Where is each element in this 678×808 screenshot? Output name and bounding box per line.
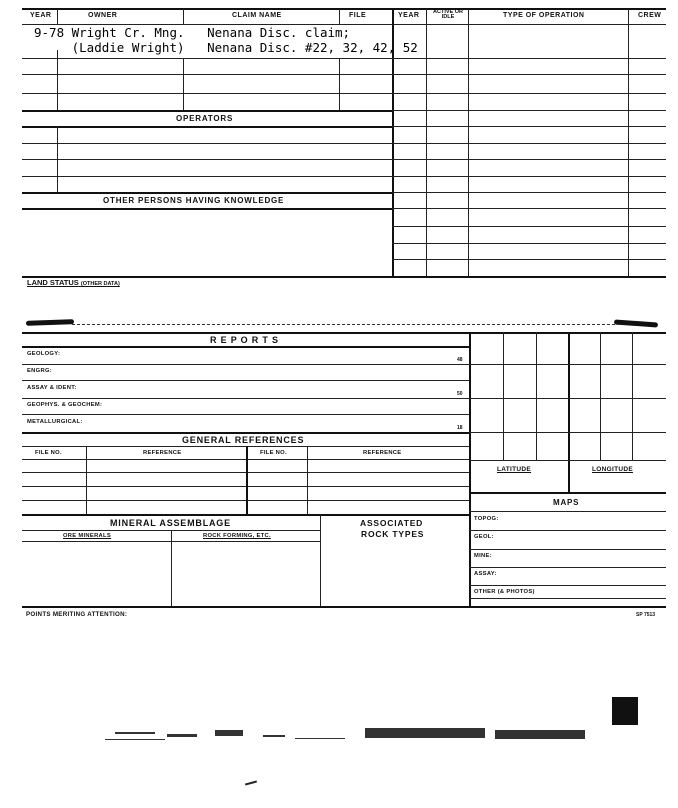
associated-heading: ASSOCIATED xyxy=(360,518,424,528)
row-rule xyxy=(22,176,392,177)
row-rule xyxy=(469,492,666,494)
row-rule xyxy=(392,243,666,244)
row-rule xyxy=(469,567,666,568)
divider xyxy=(57,126,58,192)
row-rule xyxy=(22,398,470,399)
row-rule xyxy=(392,58,666,59)
report-number: 50 xyxy=(457,391,463,397)
row-rule xyxy=(469,460,666,461)
topog-label: TOPOG: xyxy=(474,516,499,522)
divider xyxy=(600,332,601,460)
report-number: 18 xyxy=(457,425,463,431)
row-rule xyxy=(392,176,666,177)
row-rule xyxy=(22,93,392,94)
pen-mark xyxy=(245,780,257,785)
ore-minerals-header: ORE MINERALS xyxy=(63,533,112,539)
mineral-assemblage-heading: MINERAL ASSEMBLAGE xyxy=(110,518,231,528)
map-assay-label: ASSAY: xyxy=(474,571,497,577)
col-year2-header: YEAR xyxy=(398,12,420,19)
pen-mark xyxy=(26,319,74,326)
entry-line-1: 9-78 Wright Cr. Mng. Nenana Disc. claim; xyxy=(34,25,351,40)
ref-reference-header-2: REFERENCE xyxy=(363,450,402,456)
divider xyxy=(246,446,248,514)
divider xyxy=(426,24,427,277)
ref-file-no-header-2: FILE NO. xyxy=(260,450,287,456)
longitude-label: LONGITUDE xyxy=(592,466,633,473)
row-rule xyxy=(469,432,666,433)
maps-heading: MAPS xyxy=(553,498,580,507)
row-rule xyxy=(22,74,392,75)
divider xyxy=(307,446,308,514)
report-number: 48 xyxy=(457,357,463,363)
geol-label: GEOL: xyxy=(474,534,494,540)
land-status-text: LAND STATUS xyxy=(27,278,79,287)
divider xyxy=(57,9,58,24)
col-owner-header: OWNER xyxy=(88,12,118,19)
row-rule xyxy=(469,511,666,512)
entry-line-2: (Laddie Wright) Nenana Disc. #22, 32, 42, 52 xyxy=(34,40,418,55)
divider xyxy=(568,332,570,492)
divider xyxy=(632,332,633,460)
row-rule xyxy=(22,364,470,365)
col-type-operation-header: TYPE OF OPERATION xyxy=(503,12,585,19)
row-rule xyxy=(22,159,392,160)
row-rule xyxy=(392,259,666,260)
operators-heading: OPERATORS xyxy=(176,114,234,123)
scan-blotch xyxy=(612,697,638,725)
top-rule xyxy=(22,8,666,10)
col-crew-header: CREW xyxy=(638,12,662,19)
row-rule xyxy=(22,192,392,194)
divider xyxy=(86,446,87,514)
row-rule xyxy=(392,226,666,227)
land-status-sub: (OTHER DATA) xyxy=(80,281,120,287)
row-rule xyxy=(392,143,666,144)
row-rule xyxy=(469,585,666,586)
row-rule xyxy=(469,530,666,531)
divider xyxy=(628,9,629,24)
row-rule xyxy=(392,159,666,160)
divider xyxy=(628,24,629,277)
latitude-label: LATITUDE xyxy=(497,466,532,473)
row-rule xyxy=(22,514,470,516)
row-rule xyxy=(392,192,666,193)
reports-heading: R E P O R T S xyxy=(210,335,279,345)
row-rule xyxy=(22,606,666,608)
row-rule xyxy=(22,380,470,381)
row-rule xyxy=(469,549,666,550)
row-rule xyxy=(22,58,392,59)
geophys-label: GEOPHYS. & GEOCHEM: xyxy=(27,402,103,408)
general-references-heading: GENERAL REFERENCES xyxy=(182,435,305,445)
divider xyxy=(503,332,504,460)
assay-label: ASSAY & IDENT: xyxy=(27,385,77,391)
engrg-label: ENGRG: xyxy=(27,368,52,374)
col-file-header: FILE xyxy=(349,12,367,19)
torn-edge-line xyxy=(72,324,620,325)
divider xyxy=(183,58,184,110)
row-rule xyxy=(392,208,666,209)
col-active-header: ACTIVE OR IDLE xyxy=(433,9,463,20)
row-rule xyxy=(392,93,666,94)
ref-reference-header: REFERENCE xyxy=(143,450,182,456)
row-rule xyxy=(22,432,470,434)
divider xyxy=(468,9,469,24)
land-status-label xyxy=(27,278,120,287)
rock-forming-header: ROCK FORMING, ETC. xyxy=(203,533,271,539)
divider xyxy=(339,9,340,24)
divider xyxy=(426,9,427,24)
row-rule xyxy=(22,208,392,210)
row-rule xyxy=(469,398,666,399)
metallurgical-label: METALLURGICAL: xyxy=(27,419,83,425)
other-persons-heading: OTHER PERSONS HAVING KNOWLEDGE xyxy=(103,196,285,205)
divider xyxy=(171,530,172,606)
row-rule xyxy=(392,126,666,127)
map-other-label: OTHER (& PHOTOS) xyxy=(474,589,535,595)
row-rule xyxy=(22,414,470,415)
divider xyxy=(339,58,340,110)
row-rule xyxy=(469,364,666,365)
scan-noise xyxy=(95,726,615,746)
divider xyxy=(320,514,321,606)
mine-label: MINE: xyxy=(474,553,492,559)
points-attention-label: POINTS MERITING ATTENTION: xyxy=(26,611,128,618)
divider xyxy=(469,332,471,606)
row-rule xyxy=(392,74,666,75)
divider xyxy=(468,24,469,277)
row-rule xyxy=(22,126,392,128)
form-number: SP 7513 xyxy=(636,612,656,618)
col-year-header: YEAR xyxy=(30,12,52,19)
geology-label: GEOLOGY: xyxy=(27,351,61,357)
col-claim-name-header: CLAIM NAME xyxy=(232,12,282,19)
row-rule xyxy=(22,143,392,144)
ref-file-no-header: FILE NO. xyxy=(35,450,62,456)
row-rule xyxy=(392,110,666,111)
row-rule xyxy=(22,346,470,348)
row-rule xyxy=(22,110,392,112)
rock-types-heading: ROCK TYPES xyxy=(361,529,425,539)
row-rule xyxy=(469,598,666,599)
pen-mark xyxy=(614,319,658,327)
divider xyxy=(536,332,537,460)
divider xyxy=(183,9,184,24)
divider xyxy=(57,50,58,110)
